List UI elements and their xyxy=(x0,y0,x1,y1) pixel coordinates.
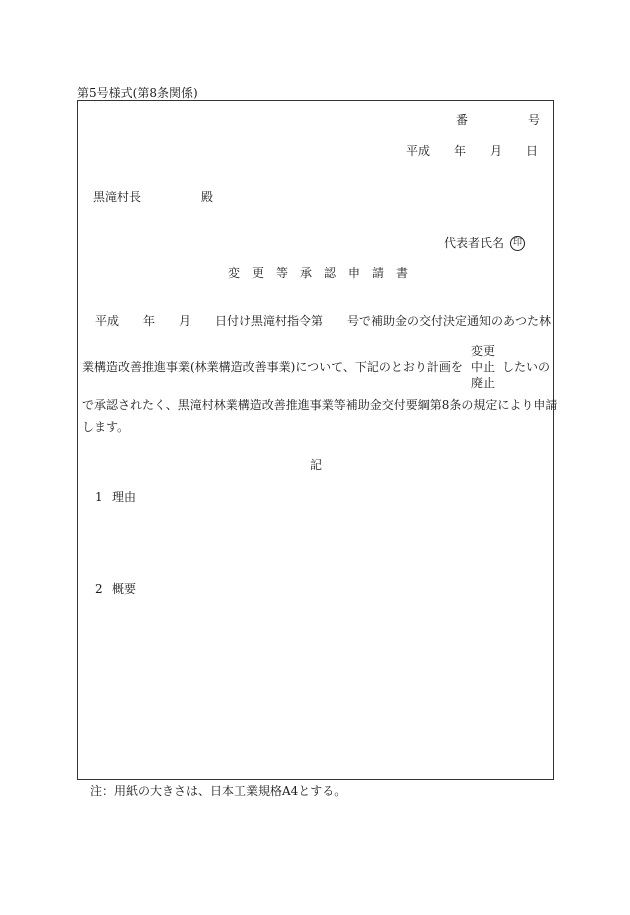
item-summary-label: 概要 xyxy=(112,582,137,596)
representative-line xyxy=(444,236,525,251)
footer-note: 注：用紙の大きさは、日本工業規格A4とする。 xyxy=(90,784,347,798)
item-summary-number: 2 xyxy=(95,582,103,596)
date-line: 平成 年 月 日 xyxy=(406,144,539,158)
addressee: 黒滝村長 殿 xyxy=(93,190,214,204)
option-change: 変更 xyxy=(471,344,496,358)
item-reason-label: 理由 xyxy=(112,490,137,504)
form-label: 第5号様式(第8条関係) xyxy=(77,86,198,100)
body-line-4: します。 xyxy=(82,420,130,434)
number-line: 番 号 xyxy=(456,113,541,127)
document-title: 変 更 等 承 認 申 請 書 xyxy=(228,266,409,280)
representative-label: 代表者氏名 xyxy=(444,236,505,250)
body-line-1: 平成 年 月 日付け黒滝村指令第 号で補助金の交付決定通知のあつた林 xyxy=(95,314,552,328)
seal-icon: 印 xyxy=(510,236,525,251)
ki-heading: 記 xyxy=(310,458,323,472)
body-line-2-left: 業構造改善推進事業(林業構造改善事業)について、下記のとおり計画を xyxy=(82,360,463,374)
option-stop: 中止 xyxy=(471,360,496,374)
option-abolish: 廃止 xyxy=(471,376,496,390)
body-line-2-right: したいの xyxy=(502,360,551,374)
body-line-3: で承認されたく、黒滝村林業構造改善推進事業等補助金交付要綱第8条の規定により申請 xyxy=(82,398,558,412)
item-reason-number: 1 xyxy=(95,490,103,504)
